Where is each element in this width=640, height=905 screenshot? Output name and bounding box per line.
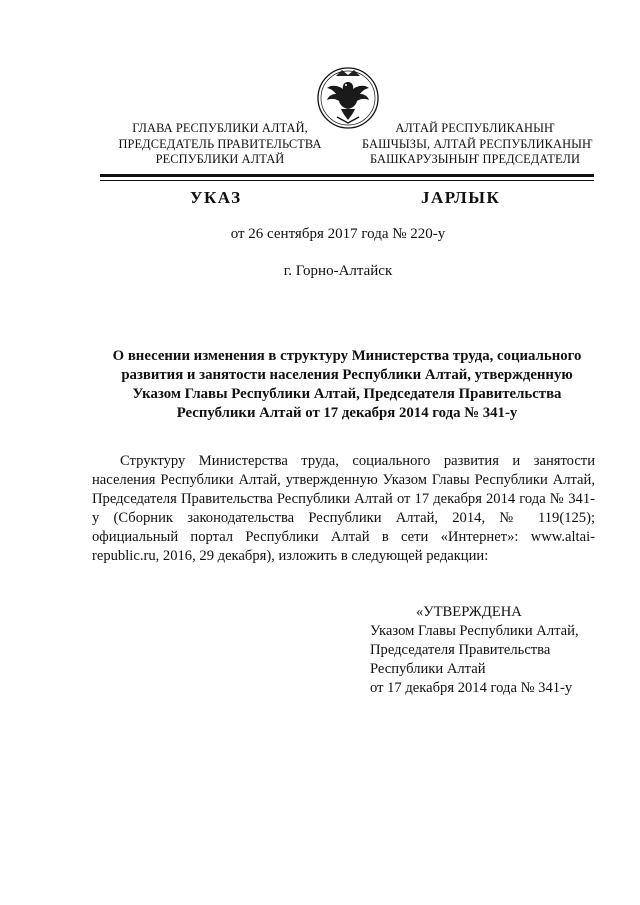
approval-line: Республики Алтай (370, 661, 486, 677)
decree-date-number: от 26 сентября 2017 года № 220-у (230, 226, 446, 242)
header-right-line: БАШЧЫЗЫ, АЛТАЙ РЕСПУБЛИКАНЫҤ (362, 136, 593, 151)
header-left-block (112, 121, 328, 168)
subject-line: О внесении изменения в структуру Министерства труда, социального (112, 348, 582, 364)
subject-line: Республики Алтай от 17 декабря 2014 года № 341-у (176, 405, 518, 421)
header-rule-thick (100, 174, 594, 177)
header-right-line: АЛТАЙ РЕСПУБЛИКАНЫҤ (395, 121, 555, 135)
header-left-line: ПРЕДСЕДАТЕЛЬ ПРАВИТЕЛЬСТВА (118, 136, 322, 151)
approval-stamp-block (370, 603, 579, 698)
approval-line: Указом Главы Республики Алтай, (370, 623, 579, 639)
header-left-line: ГЛАВА РЕСПУБЛИКИ АЛТАЙ, (132, 121, 308, 135)
approval-line: Председателя Правительства (370, 642, 551, 658)
decree-body-paragraph: Структуру Министерства труда, социального развития и занятости населения Республики Алтай, утвержденную Указом Главы Республики Алтай, Председателя Правительства Республики Алтай от 17 декабря 2014 года № 341-у (Сборник законодательства Республики Алтай, 2014, № 119(125); официальный портал Республики Алтай в сети «Интернет»: www.altai-republic.ru, 2016, 29 декабря), изложить в следующей редакции: (92, 453, 595, 564)
decree-city: г. Горно-Алтайск (283, 263, 393, 279)
approval-line: «УТВЕРЖДЕНА (416, 604, 522, 620)
approval-line: от 17 декабря 2014 года № 341-у (370, 680, 573, 696)
header-right-line: БАШКАРУЗЫНЫҤ ПРЕДСЕДАТЕЛИ (369, 152, 581, 166)
decree-title-russian: УКАЗ (190, 188, 242, 207)
header-left-line: РЕСПУБЛИКИ АЛТАЙ (155, 152, 285, 166)
subject-line: Указом Главы Республики Алтай, Председателя Правительства (132, 386, 562, 402)
decree-title-altai: JАРЛЫК (421, 188, 501, 207)
header-right-block (362, 121, 593, 168)
header-rule-thin (100, 180, 594, 181)
subject-line: развития и занятости населения Республики Алтай, утвержденную (121, 367, 573, 383)
decree-subject (100, 347, 594, 423)
